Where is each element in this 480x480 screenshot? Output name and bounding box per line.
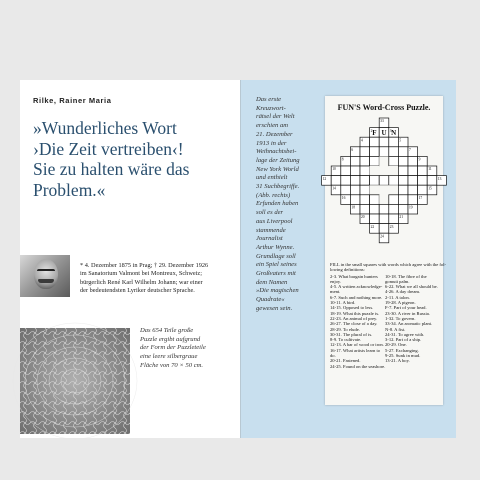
caption-line: Puzzle ergibt aufgrund — [140, 335, 201, 343]
caption-line: und enthielt — [256, 174, 288, 182]
crossword-cell — [408, 166, 418, 176]
crossword-cell — [360, 204, 370, 214]
crossword-cell — [379, 147, 389, 157]
puzzle-photo — [20, 328, 130, 434]
cell-number: 24 — [380, 234, 384, 239]
cell-number: 8 — [341, 157, 344, 162]
crossword-cell — [379, 214, 389, 224]
quote-line: »Wunderliches Wort — [33, 118, 177, 138]
clue-line: enjoy. — [330, 278, 342, 284]
caption-line: erschien am — [256, 122, 289, 130]
clue-line: 3-12. Part of a ship. — [385, 337, 422, 343]
clue-line: ment. — [330, 289, 341, 295]
caption-line: 31 Suchbegriffe. — [256, 183, 300, 191]
clue-line: 4-5. A written acknowledge- — [330, 284, 383, 290]
crossword-cell — [379, 224, 389, 234]
caption-line: Fläche von 70 × 50 cm. — [140, 361, 204, 369]
cell-number: 15 — [428, 186, 432, 191]
caption-line: Journalist — [256, 235, 283, 243]
clue-line: 1-32. To govern. — [385, 315, 416, 321]
crossword-cell — [350, 185, 360, 195]
crossword-cell — [370, 137, 380, 147]
cell-number: 21 — [399, 215, 403, 220]
caption-line: Erfunden haben — [256, 200, 299, 208]
clue-line: do. — [330, 353, 336, 359]
history-caption — [256, 96, 324, 314]
quote — [33, 118, 238, 200]
crossword-cell — [389, 195, 399, 205]
caption-line: rätsel der Welt — [256, 113, 295, 121]
left-page — [20, 80, 240, 438]
crossword-cell — [360, 185, 370, 195]
crossword-cell — [370, 195, 380, 205]
crossword-cell — [389, 176, 399, 186]
clue-line: 28-29. To elude. — [330, 326, 360, 332]
clue-line: 23-30. A river in Russia. — [385, 310, 430, 316]
clue-line: 14-15. Opposed to less. — [330, 305, 374, 311]
bio-line: bürgerlich René Karl Wilhelm Johann; war einer — [80, 278, 203, 286]
crossword-cell — [350, 166, 360, 176]
crossword-cell — [389, 166, 399, 176]
caption-line: 21. Dezember — [256, 130, 293, 138]
caption-line: dem Namen — [256, 278, 288, 286]
crossword-cell — [350, 195, 360, 205]
portrait-eyes — [37, 269, 55, 274]
cell-number: 12 — [322, 176, 327, 181]
crossword-cell — [331, 176, 341, 186]
caption-line: Großvaters mit — [256, 270, 296, 278]
puzzle-caption — [140, 327, 235, 371]
clue-line: 20-29. One. — [385, 342, 407, 348]
quote-line: Problem.« — [33, 179, 106, 200]
caption-line: ein Spiel seines — [256, 261, 297, 269]
crossword-cell — [427, 176, 437, 186]
cell-number: 6 — [351, 148, 354, 152]
cell-number: 9 — [418, 157, 421, 162]
crossword-cell — [398, 195, 408, 205]
crossword-cell — [418, 185, 428, 195]
caption-line: eine leere silbergraue — [140, 353, 198, 361]
clue-line: 2-3. What bargain hunters — [330, 273, 378, 279]
clue-line: 4-26. A day dream. — [385, 289, 421, 295]
caption-line: Weihnachtsbei- — [256, 148, 297, 156]
crossword-cell — [389, 156, 399, 166]
crossword-cell — [379, 185, 389, 195]
cell-number: 5 — [399, 138, 402, 143]
crossword-cell — [398, 166, 408, 176]
crossword-cell — [389, 147, 399, 157]
clue-line: 24-25. Found on the seashore. — [330, 363, 386, 369]
clue-line: 12-13. A bar of wood or iron. — [330, 342, 384, 348]
author-name: Rilke, Rainer Maria — [33, 96, 112, 105]
author-bio — [80, 262, 232, 295]
crossword-cell — [408, 176, 418, 186]
caption-line: Quadrate« — [256, 296, 285, 304]
crossword-cell — [379, 176, 389, 186]
clue-line: 33-34. An aromatic plant. — [385, 321, 433, 327]
crossword-cell — [389, 137, 402, 147]
clue-line: 18-19. What this puzzle is. — [330, 310, 380, 316]
cell-number: 3 — [389, 128, 392, 133]
crossword-cell — [360, 176, 370, 186]
crossword-cell — [379, 204, 389, 214]
crossword-cell — [341, 166, 351, 176]
newspaper-clipping — [322, 96, 447, 405]
caption-line: lage der Zeitung — [256, 156, 300, 164]
crossword-cell — [360, 156, 370, 166]
caption-line: New York World — [256, 165, 299, 173]
clue-line: 9-25. Sunk in mud. — [385, 353, 421, 359]
clues-left-column — [330, 274, 385, 369]
clue-line: 24-31. To agree with. — [385, 331, 425, 337]
crossword-cell — [379, 137, 389, 147]
clue-line: 10-18. The fibre of the — [385, 273, 427, 279]
grid-letter: N — [391, 129, 397, 138]
crossword-cell — [398, 204, 408, 214]
caption-line: »Die magischen — [256, 287, 299, 295]
right-page — [241, 80, 456, 438]
bio-line: * 4. Dezember 1875 in Prag; † 29. Dezember 1926 — [80, 262, 209, 269]
portrait-head — [34, 259, 58, 289]
cell-number: 19 — [409, 205, 413, 210]
crossword-cell — [418, 176, 428, 186]
clue-line: 16-17. What artists learn to — [330, 347, 381, 353]
crossword-cell — [379, 195, 389, 205]
clue-line: gomuti palm. — [385, 278, 410, 284]
caption-line: (Abb. rechts) — [256, 191, 291, 199]
clue-line: 8-9. To cultivate. — [330, 337, 362, 343]
crossword-cell — [398, 185, 408, 195]
quote-line: Sie zu halten wäre das — [33, 159, 190, 179]
crossword-cell — [389, 204, 399, 214]
intro-line: FILL in the small squares with words which agree with the fol- — [330, 262, 447, 267]
cell-number: 17 — [418, 196, 423, 200]
crossword-cell — [408, 156, 418, 166]
intro-line: lowing definitions: — [330, 267, 365, 273]
cell-number: 2 — [370, 128, 373, 133]
crossword-grid — [322, 96, 443, 261]
clue-line: 20-21. Fastened. — [330, 358, 361, 364]
crossword-cell — [370, 176, 380, 186]
clue-line: 6-7. Such and nothing more. — [330, 294, 383, 300]
quote-line: ›Die Zeit vertreiben‹! — [33, 138, 184, 159]
crossword-cell — [389, 214, 399, 224]
clue-line: 13-21. A boy. — [385, 358, 410, 364]
crossword-cell — [350, 176, 360, 186]
crossword-cell — [370, 166, 380, 176]
clue-line: 10-11. A bird. — [330, 300, 356, 306]
crossword-cell — [341, 185, 351, 195]
crossword-cell — [360, 195, 370, 205]
crossword-cell — [370, 156, 380, 166]
caption-line: Arthur Wynne. — [256, 243, 295, 251]
caption-line: aus Liverpool — [256, 217, 293, 225]
clue-line: 19-28. A pigeon. — [385, 300, 416, 306]
crossword-cell — [389, 185, 399, 195]
bio-line: der bedeutendsten Lyriker deutscher Sprache. — [80, 286, 195, 294]
cell-number: 10 — [332, 167, 336, 172]
crossword-cell — [398, 156, 408, 166]
crossword-cell — [370, 185, 380, 195]
clue-line: 2-11. A talon. — [385, 294, 410, 300]
bio-line: im Sanatorium Valmont bei Montreux, Schweiz; — [80, 270, 202, 278]
cell-number: 4 — [361, 138, 363, 143]
clue-line: N-8. A fist. — [385, 326, 406, 332]
newspaper-title: FUN'S Word-Cross Puzzle. — [337, 103, 431, 112]
crossword-cell — [408, 195, 418, 205]
clues-intro — [330, 262, 447, 273]
clue-line: 26-27. The close of a day. — [330, 321, 378, 327]
newspaper-clues — [330, 262, 447, 369]
crossword-cell — [379, 156, 389, 166]
caption-line: gewesen sein. — [256, 304, 293, 312]
cell-number: 14 — [332, 186, 336, 191]
clue-line: 22-23. An animal of prey. — [330, 315, 378, 321]
grid-letter: F — [372, 129, 377, 138]
clue-line: F-7. Part of your head. — [385, 305, 427, 311]
cell-number: 22 — [370, 224, 375, 229]
caption-line: stammende — [256, 226, 286, 234]
clue-line: 6-22. What we all should be. — [385, 284, 438, 290]
clues-right-column — [385, 274, 440, 369]
caption-line: der Form der Puzzleteile — [140, 344, 206, 352]
crossword-cell — [360, 147, 370, 157]
crossword-cell — [341, 176, 351, 186]
crossword-cell — [418, 166, 428, 176]
crossword-cell — [379, 166, 389, 176]
cell-number: 16 — [341, 196, 346, 200]
grid-letter: U — [381, 129, 387, 138]
puzzle-pattern — [20, 328, 130, 434]
caption-line: Das 654 Teile große — [140, 327, 194, 334]
caption-line: 1913 in der — [256, 139, 287, 147]
cell-number: 23 — [389, 224, 394, 229]
cell-number: 20 — [361, 215, 365, 220]
crossword-cell — [370, 214, 380, 224]
cell-number: 33 — [380, 119, 384, 124]
caption-line: Grundlage soll — [256, 252, 296, 260]
clue-line: 5-27. Exchanging. — [385, 347, 419, 353]
cell-number: 11 — [428, 167, 432, 172]
portrait-mustache — [38, 279, 54, 283]
cell-number: 7 — [409, 148, 411, 152]
crossword-cell — [350, 156, 360, 166]
cell-number: 18 — [351, 205, 355, 210]
caption-line: Kreuzwort- — [256, 104, 286, 112]
caption-line: soll es der — [256, 209, 284, 217]
crossword-cell — [360, 166, 370, 176]
author-portrait — [20, 255, 70, 297]
clue-line: 30-31. The plural of is. — [330, 331, 373, 337]
cell-number: 13 — [437, 176, 442, 181]
crossword-cell — [398, 147, 408, 157]
crossword-cell — [370, 204, 380, 214]
crossword-cell — [408, 185, 418, 195]
crossword-cell — [370, 147, 380, 157]
caption-line: Das erste — [256, 96, 282, 103]
crossword-cell — [398, 176, 408, 186]
